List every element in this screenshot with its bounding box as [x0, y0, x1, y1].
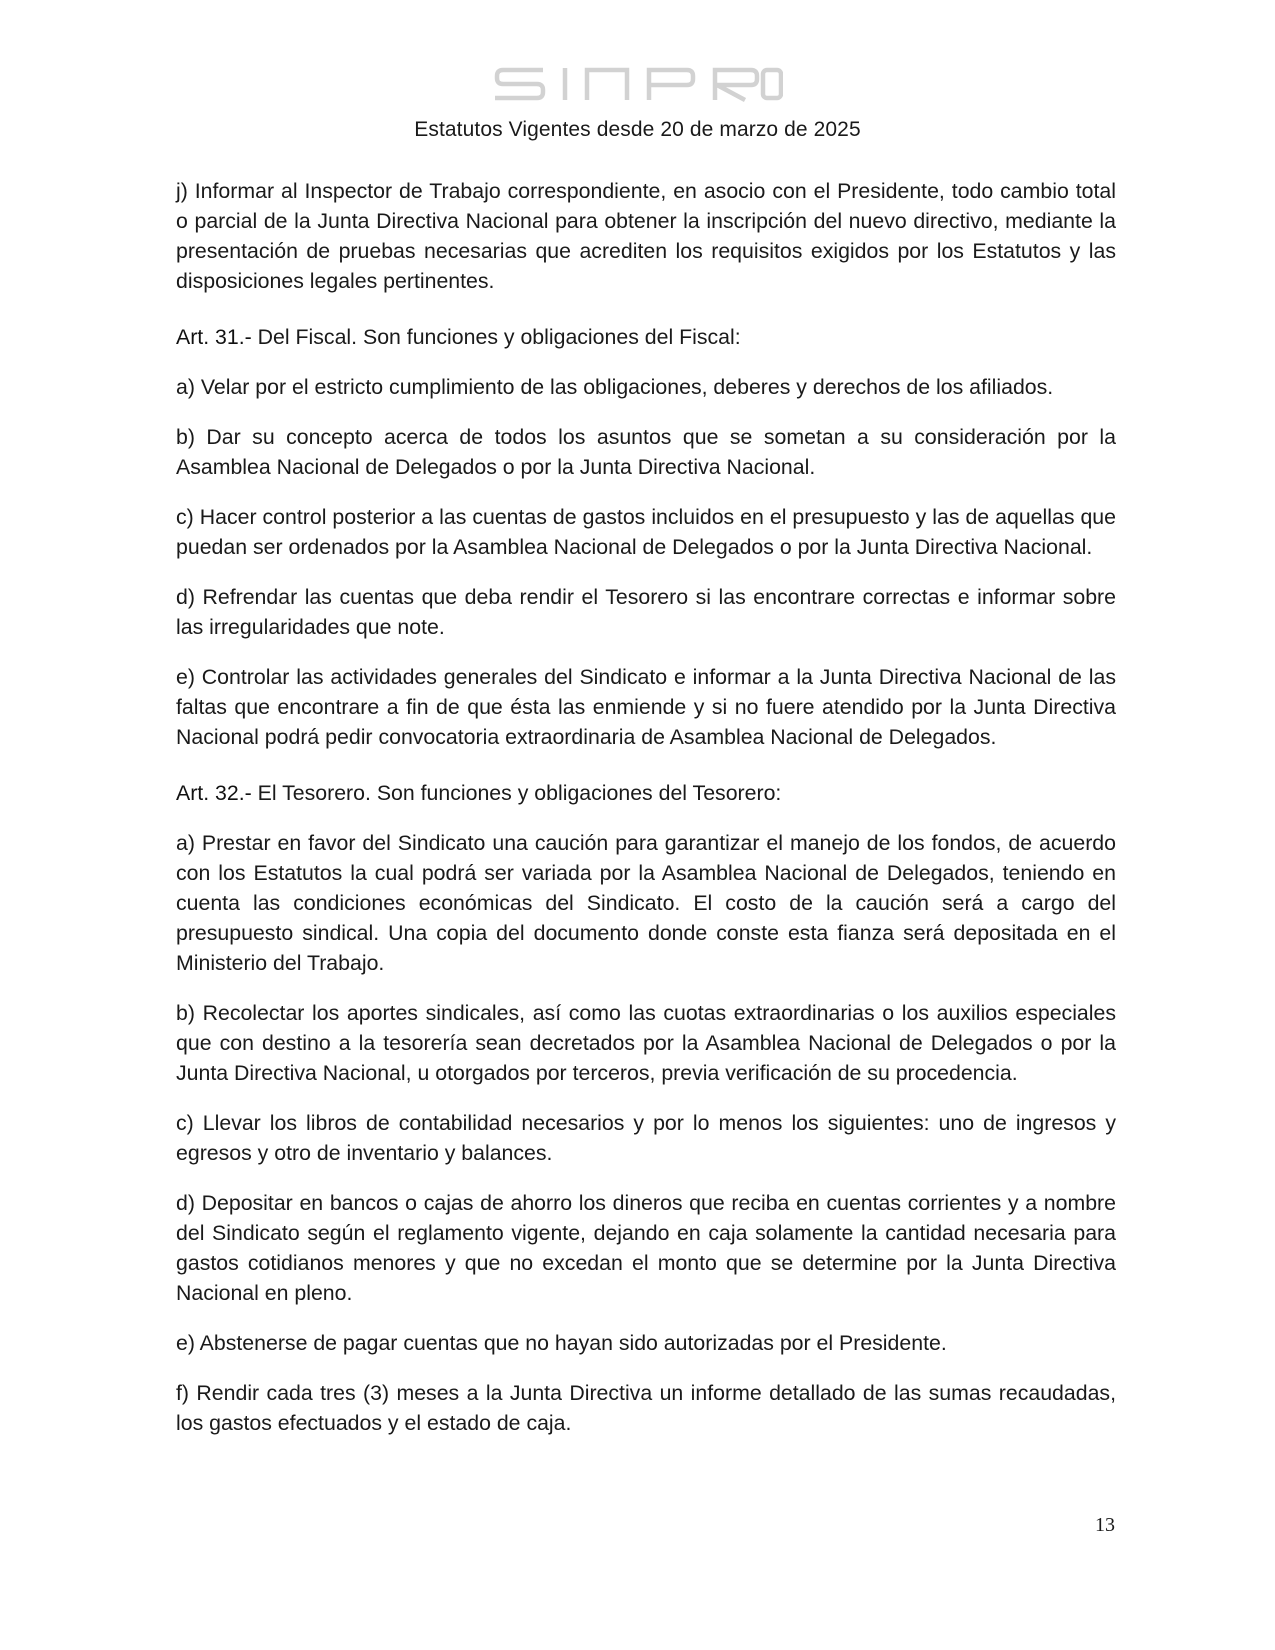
article-32-title: El Tesorero. Son funciones y obligaciones del Tesorero:: [251, 781, 782, 805]
document-body: [176, 176, 1116, 1458]
article-31-title: Del Fiscal. Son funciones y obligaciones del Fiscal:: [251, 325, 741, 349]
article-32-heading: [176, 778, 1116, 808]
article-32-item-a: a) Prestar en favor del Sindicato una caución para garantizar el manejo de los fondos, de acuerdo con los Estatutos la cual podrá ser variada por la Asamblea Nacional de Delegados, teniendo en cuenta las condiciones económicas del Sindicato. El costo de la caución será a cargo del presupuesto sindical. Una copia del documento donde conste esta fianza será depositada en el Ministerio del Trabajo.: [176, 831, 1116, 975]
article-32-item-c: c) Llevar los libros de contabilidad necesarios y por lo menos los siguientes: uno de ingresos y egresos y otro de inventario y balances.: [176, 1111, 1116, 1165]
document-subtitle: Estatutos Vigentes desde 20 de marzo de 2025: [414, 118, 861, 141]
article-31-item-e: e) Controlar las actividades generales del Sindicato e informar a la Junta Directiva Nacional de las faltas que encontrare a fin de que ésta las enmiende y si no fuere atendido por la Junta Directiva Nacional podrá pedir convocatoria extraordinaria de Asamblea Nacional de Delegados.: [176, 665, 1116, 749]
article-32-item-b: b) Recolectar los aportes sindicales, así como las cuotas extraordinarias o los auxilios especiales que con destino a la tesorería sean decretados por la Asamblea Nacional de Delegados o por la Junta Directiva Nacional, u otorgados por terceros, previa verificación de su procedencia.: [176, 1001, 1116, 1085]
article-32-item-e: e) Abstenerse de pagar cuentas que no hayan sido autorizadas por el Presidente.: [176, 1331, 947, 1355]
article-32-item-d: d) Depositar en bancos o cajas de ahorro los dineros que reciba en cuentas corrientes y a nombre del Sindicato según el reglamento vigente, dejando en caja solamente la cantidad necesaria para gastos cotidianos menores y que no excedan el monto que se determine por la Junta Directiva Nacional en pleno.: [176, 1191, 1116, 1305]
page-number: 13: [1095, 1514, 1115, 1536]
article-31-heading: [176, 322, 1116, 352]
article-32-label: Art. 32.-: [176, 781, 252, 805]
article-31-label: Art. 31.-: [176, 325, 252, 349]
article-31-item-d: d) Refrendar las cuentas que deba rendir el Tesorero si las encontrare correctas e informar sobre las irregularidades que note.: [176, 585, 1116, 639]
article-31-item-c: c) Hacer control posterior a las cuentas de gastos incluidos en el presupuesto y las de aquellas que puedan ser ordenados por la Asamblea Nacional de Delegados o por la Junta Directiva Nacional.: [176, 505, 1116, 559]
article-31-item-a: a) Velar por el estricto cumplimiento de las obligaciones, deberes y derechos de los afiliados.: [176, 375, 1054, 399]
article-32-item-f: f) Rendir cada tres (3) meses a la Junta Directiva un informe detallado de las sumas recaudadas, los gastos efectuados y el estado de caja.: [176, 1381, 1116, 1435]
page-header: [0, 64, 1275, 142]
paragraph-j: j) Informar al Inspector de Trabajo correspondiente, en asocio con el Presidente, todo cambio total o parcial de la Junta Directiva Nacional para obtener la inscripción del nuevo directivo, mediante la presentación de pruebas necesarias que acrediten los requisitos exigidos por los Estatutos y las disposiciones legales pertinentes.: [176, 179, 1116, 293]
article-31-item-b: b) Dar su concepto acerca de todos los asuntos que se sometan a su consideración por la Asamblea Nacional de Delegados o por la Junta Directiva Nacional.: [176, 425, 1116, 479]
sinpro-logo: [493, 64, 783, 104]
